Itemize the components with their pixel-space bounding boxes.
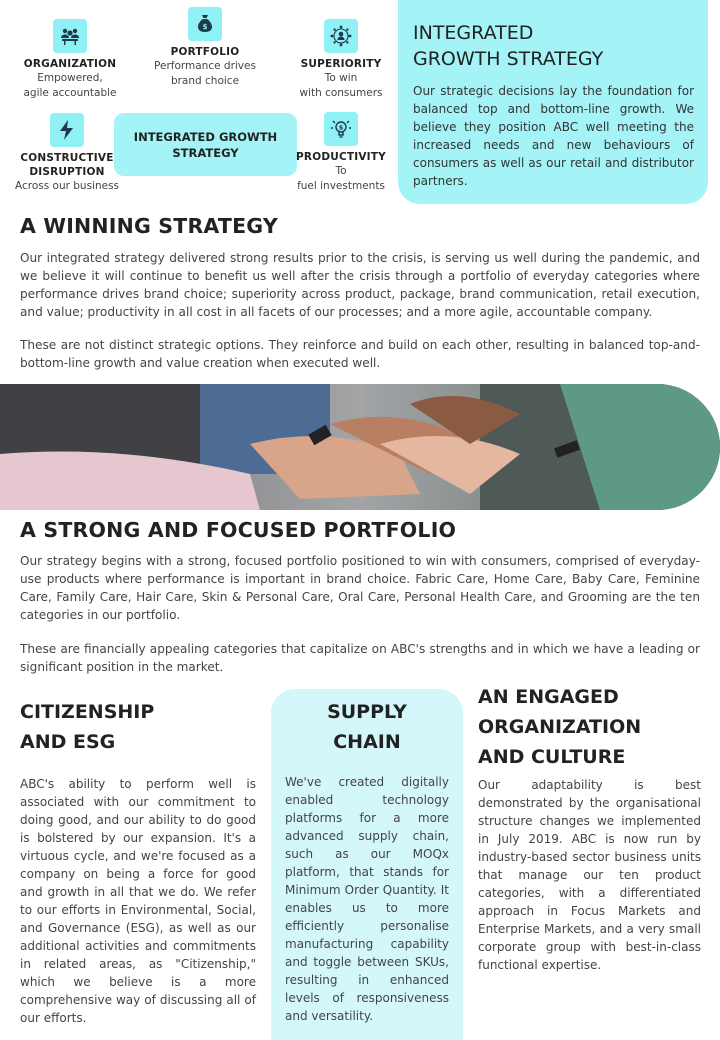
panel-title: GROWTH STRATEGY	[413, 48, 604, 70]
pillar-constructive-disruption	[8, 113, 126, 194]
pillar-desc: Performance drives	[154, 60, 256, 72]
organization-culture-column	[478, 682, 701, 974]
supply-chain-title: CHAIN	[333, 731, 401, 753]
pillar-desc: To	[335, 165, 347, 177]
citizenship-title: AND ESG	[20, 731, 116, 753]
pillar-desc: brand choice	[170, 75, 240, 87]
winning-strategy-para-1: Our integrated strategy delivered strong results prior to the crisis, is serving us well during the pandemic, and we believe it will continue to benefit us well after the crisis through a portfolio of everyday categories where performance drives brand choice; superiority across product, package, brand communication, retail execution, and value; productivity in all cost in all facets of our processes; and a more agile, accountable company.	[20, 251, 700, 319]
supply-chain-body: We've created digitally enabled technology platforms for a more advanced supply chain, such as our MOQx platform, that stands for Minimum Order Quantity. It enables us to more efficiently personalise manufacturing capability and toggle between SKUs, resulting in enhanced levels of responsiveness and versatility.	[285, 775, 449, 1023]
portfolio-section-title: A STRONG AND FOCUSED PORTFOLIO	[20, 518, 457, 542]
citizenship-column	[20, 697, 256, 1027]
svg-text:$: $	[202, 23, 208, 31]
panel-title: INTEGRATED	[413, 22, 534, 44]
pillar-title: CONSTRUCTIVE	[20, 152, 114, 164]
organization-culture-title: AN ENGAGED	[478, 686, 619, 708]
pillar-title: SUPERIORITY	[300, 58, 382, 70]
winning-strategy-para-2: These are not distinct strategic options. They reinforce and build on each other, resulting in balanced top-and-bottom-line growth and value creation when executed well.	[20, 338, 700, 370]
organization-culture-title: ORGANIZATION	[478, 716, 642, 738]
pillar-desc: To win	[324, 72, 358, 84]
lightning-icon	[50, 113, 84, 147]
pillar-desc: Empowered,	[37, 72, 103, 84]
winning-strategy-title: A WINNING STRATEGY	[20, 214, 278, 238]
money-bag-icon	[188, 7, 222, 41]
portfolio-para-1: Our strategy begins with a strong, focused portfolio positioned to win with consumers, comprised of everyday-use products where performance is important in brand choice. Fabric Care, Home Care, Baby Care, Feminine Care, Family Care, Hair Care, Skin & Personal Care, Oral Care, Personal Health Care, and Grooming are the ten categories in our portfolio.	[20, 554, 700, 622]
citizenship-body: ABC's ability to perform well is associated with our commitment to doing good, and our ability to do good is bolstered by our expansion. It's a virtuous cycle, and we're focused as a company on being a force for good and growth in all that we do. We refer to our efforts in Environmental, Social, and Governance (ESG), as well as our additional activities and commitments in related areas, as "Citizenship," which we believe is a more comprehensive way of discussing all of our efforts.	[20, 777, 256, 1025]
pillar-desc: agile accountable	[23, 87, 117, 99]
team-icon	[53, 19, 87, 53]
supply-chain-column	[271, 689, 463, 1040]
pillar-title: DISRUPTION	[29, 166, 105, 178]
pillar-title: PRODUCTIVITY	[296, 151, 386, 163]
network-people-icon	[324, 19, 358, 53]
integrated-growth-panel	[398, 0, 708, 204]
team-hands-photo	[0, 384, 720, 510]
pillar-portfolio	[146, 7, 264, 89]
pillar-desc: with consumers	[299, 87, 383, 99]
money-idea-icon	[324, 112, 358, 146]
pillar-desc: Across our business	[14, 180, 120, 192]
pillar-desc: fuel investments	[297, 180, 385, 192]
organization-culture-body: Our adaptability is best demonstrated by the organisational structure changes we implemented in July 2019. ABC is now run by industry-based sector business units that manage our ten product categories, with a differentiated approach in Focus Markets and Enterprise Markets, and a very small corporate group with best-in-class functional expertise.	[478, 778, 701, 972]
pillar-title: PORTFOLIO	[170, 46, 240, 58]
pillar-organization	[14, 19, 126, 101]
organization-culture-title: AND CULTURE	[478, 746, 626, 768]
svg-text:$: $	[338, 123, 344, 132]
panel-body: Our strategic decisions lay the foundation for balanced top and bottom-line growth. We believe they position ABC well meeting the increased needs and new behaviours of consumers as well as our retail and distributor partners.	[413, 84, 694, 188]
pillar-productivity	[284, 112, 398, 194]
portfolio-para-2: These are financially appealing categories that capitalize on ABC's strengths and in which we have a leading or significant position in the market.	[20, 642, 700, 674]
integrated-growth-strategy-box: INTEGRATED GROWTH STRATEGY	[114, 113, 297, 176]
pillar-title: ORGANIZATION	[23, 58, 117, 70]
supply-chain-title: SUPPLY	[327, 701, 407, 723]
pillar-superiority	[284, 19, 398, 101]
citizenship-title: CITIZENSHIP	[20, 701, 155, 723]
